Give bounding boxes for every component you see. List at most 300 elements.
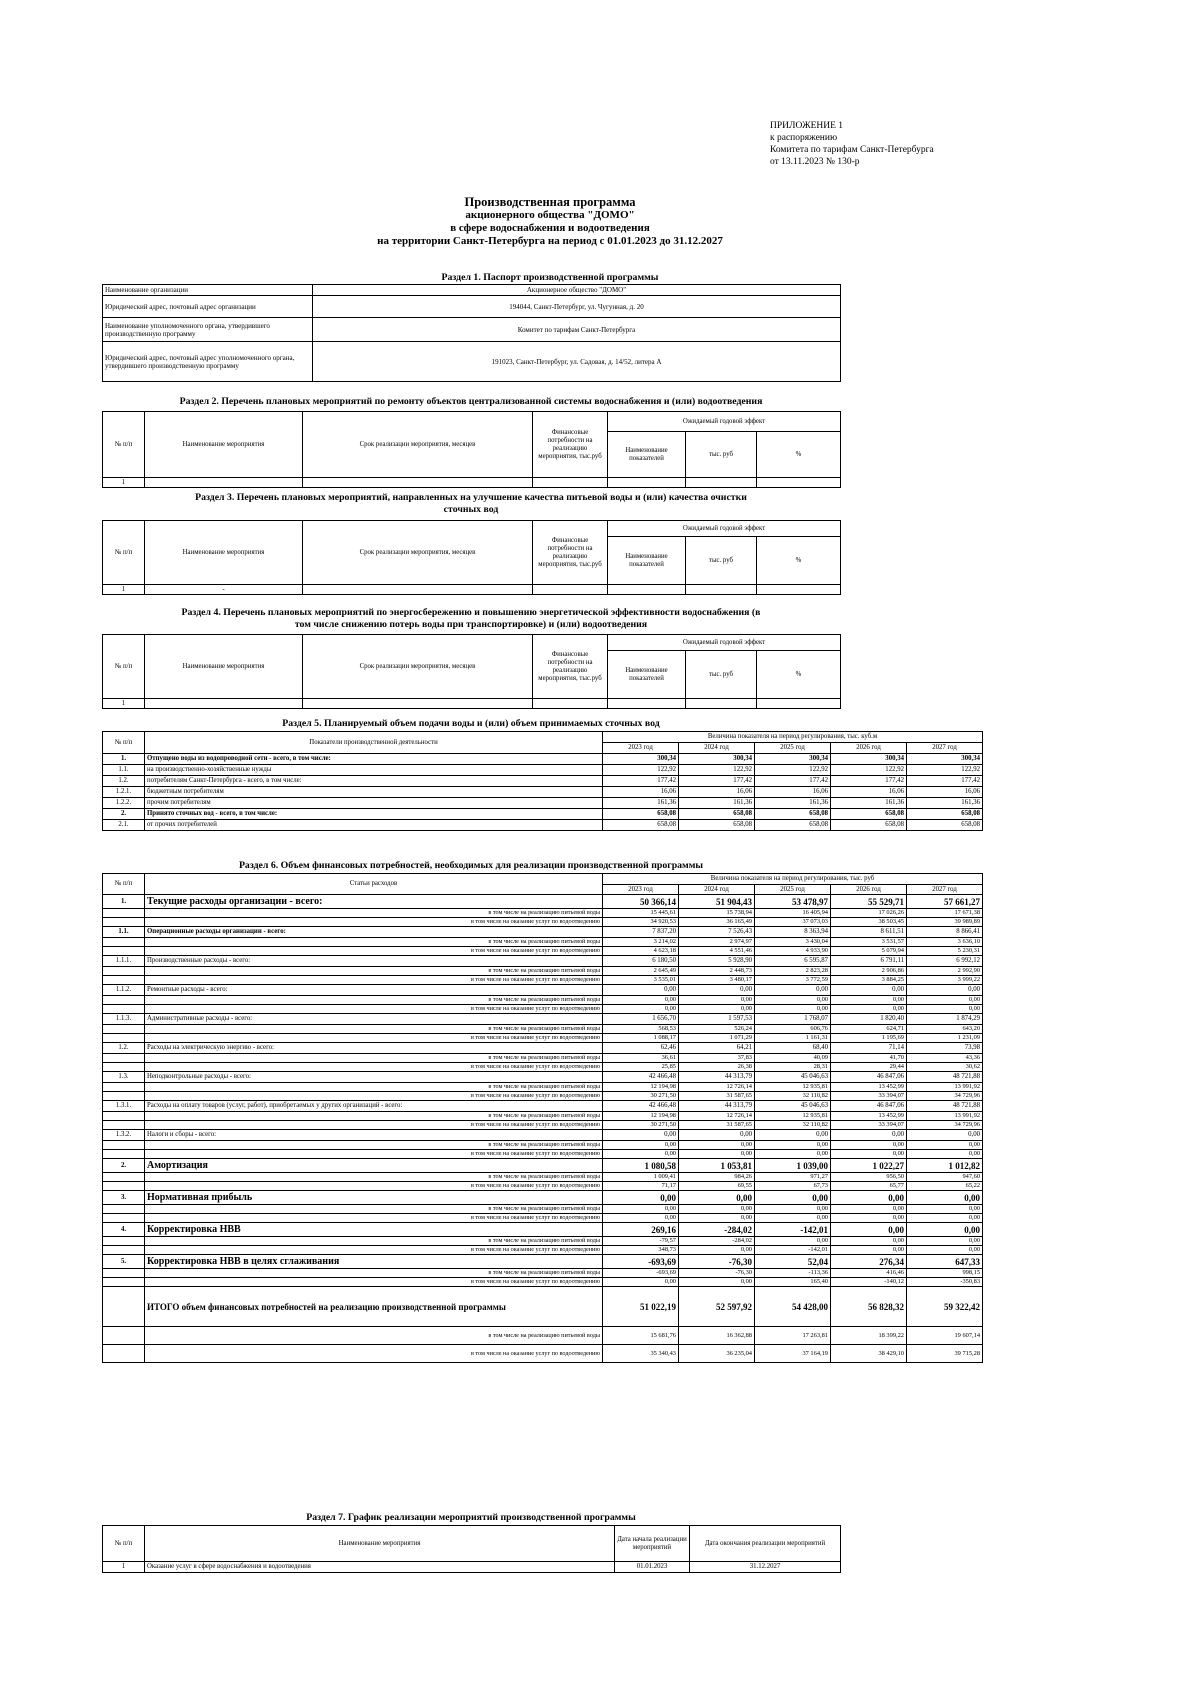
sub-value: 18 399,22: [831, 1327, 907, 1345]
row-num-empty: [103, 1182, 145, 1191]
sub-value: 0,00: [679, 1205, 755, 1214]
sub-value: 34 920,53: [603, 918, 679, 927]
sub-value: 0,00: [679, 1141, 755, 1150]
sub-label: в том числе на оказание услуг по водоотведению: [145, 1182, 603, 1191]
row-num-empty: [103, 1141, 145, 1150]
row-total: 1 656,70: [603, 1014, 679, 1025]
row-num: 1.2.1.: [103, 787, 145, 798]
row-num: 1.: [103, 895, 145, 909]
sub-value: 34 729,96: [907, 1121, 983, 1130]
year-header: 2023 год: [603, 885, 679, 895]
schedule-table: [102, 1525, 841, 1573]
year-header: 2025 год: [755, 885, 831, 895]
row-num: 3.: [103, 1191, 145, 1205]
row-value: 658,08: [603, 820, 679, 831]
sub-value: 4 623,18: [603, 947, 679, 956]
sub-label: в том числе на реализацию питьевой воды: [145, 1327, 603, 1345]
finance-sub-row: [103, 1112, 983, 1121]
year-header: 2025 год: [755, 743, 831, 754]
sub-value: 5 230,31: [907, 947, 983, 956]
row-total: 51 904,43: [679, 895, 755, 909]
sub-value: 29,44: [831, 1063, 907, 1072]
header-indicators: Наименование показателей: [608, 651, 686, 699]
sub-value: 3 772,59: [755, 976, 831, 985]
row-num-empty: [103, 1237, 145, 1246]
sub-value: 30 271,50: [603, 1092, 679, 1101]
row-num-empty: [103, 1173, 145, 1182]
row-total: 0,00: [603, 1130, 679, 1141]
row-name: Текущие расходы организации - всего:: [145, 895, 603, 909]
sub-value: -76,30: [679, 1269, 755, 1278]
finance-sub-row: [103, 1092, 983, 1101]
sub-label: в том числе на реализацию питьевой воды: [145, 1141, 603, 1150]
row-total: 71,14: [831, 1043, 907, 1054]
row-total: 276,34: [831, 1255, 907, 1269]
sub-value: 12 935,81: [755, 1083, 831, 1092]
row-total: 7 526,43: [679, 927, 755, 938]
row-num: 1.: [103, 754, 145, 765]
row-name: ИТОГО объем финансовых потребностей на реализацию производственной программы: [145, 1287, 603, 1327]
row-total: 5 928,90: [679, 956, 755, 967]
row-num-empty: [103, 976, 145, 985]
sub-value: 32 110,82: [755, 1092, 831, 1101]
sub-value: 15 738,94: [679, 909, 755, 918]
sub-value: 0,00: [603, 1141, 679, 1150]
sub-value: 16 362,88: [679, 1327, 755, 1345]
title-line: Производственная программа: [464, 195, 636, 209]
row-num-empty: [103, 909, 145, 918]
header-name: Наименование мероприятия: [145, 635, 303, 699]
year-header: 2027 год: [907, 743, 983, 754]
energy-measures-table: [102, 634, 841, 709]
row-name: Налоги и сборы - всего:: [145, 1130, 603, 1141]
sub-value: 0,00: [831, 1141, 907, 1150]
row-value: 177,42: [679, 776, 755, 787]
header-pct: %: [757, 651, 841, 699]
row-num: 1.1.2.: [103, 985, 145, 996]
sub-value: 4 933,90: [755, 947, 831, 956]
row-total: 0,00: [755, 985, 831, 996]
sub-value: 3 535,01: [603, 976, 679, 985]
row-num-empty: [103, 1327, 145, 1345]
appendix-line: Комитета по тарифам Санкт-Петербурга: [770, 145, 934, 155]
row-total: 1 597,53: [679, 1014, 755, 1025]
sub-value: 1 088,17: [603, 1034, 679, 1043]
finance-row: [103, 1130, 983, 1141]
row-total: 0,00: [679, 1130, 755, 1141]
sub-value: 12 935,81: [755, 1112, 831, 1121]
row-num: 1.1.: [103, 765, 145, 776]
row-name: Производственные расходы - всего:: [145, 956, 603, 967]
row-value: 161,36: [755, 798, 831, 809]
section3-title-line2: сточных вод: [443, 504, 499, 515]
sub-value: 30 271,50: [603, 1121, 679, 1130]
sub-value: 0,00: [679, 1214, 755, 1223]
section1-title: Раздел 1. Паспорт производственной программы: [441, 272, 659, 283]
sub-value: 38 503,45: [831, 918, 907, 927]
row-num: 2.: [103, 1159, 145, 1173]
finance-row: [103, 1101, 983, 1112]
title-line: акционерного общества "ДОМО": [465, 209, 635, 221]
sub-value: 69,55: [679, 1182, 755, 1191]
sub-value: 0,00: [755, 1141, 831, 1150]
row-name: Отпущено воды из водопроводной сети - всего, в том числе:: [145, 754, 603, 765]
row-value: 658,08: [755, 820, 831, 831]
sub-value: 606,76: [755, 1025, 831, 1034]
row-total: 46 847,06: [831, 1101, 907, 1112]
sub-label: в том числе на оказание услуг по водоотведению: [145, 1121, 603, 1130]
row-name: Оказание услуг в сфере водоснабжения и водоотведения: [145, 1562, 615, 1573]
sub-value: -693,69: [603, 1269, 679, 1278]
passport-value: 194044, Санкт-Петербург, ул. Чугунная, д. 20: [313, 296, 841, 318]
finance-sub-row: [103, 938, 983, 947]
finance-sub-row: [103, 967, 983, 976]
row-total: 54 428,00: [755, 1287, 831, 1327]
sub-value: 624,71: [831, 1025, 907, 1034]
sub-value: 13 452,99: [831, 1083, 907, 1092]
sub-value: 2 906,86: [831, 967, 907, 976]
finance-row: [103, 985, 983, 996]
finance-sub-row: [103, 918, 983, 927]
header-indicators: Наименование показателей: [608, 537, 686, 585]
sub-value: -284,02: [679, 1237, 755, 1246]
sub-value: 0,00: [907, 1214, 983, 1223]
appendix-block: [770, 120, 1170, 168]
sub-label: в том числе на реализацию питьевой воды: [145, 1237, 603, 1246]
sub-value: 25,85: [603, 1063, 679, 1072]
sub-value: 3 480,17: [679, 976, 755, 985]
row-total: 0,00: [831, 985, 907, 996]
finance-table: [102, 873, 983, 1363]
row-value: 658,08: [831, 809, 907, 820]
sub-value: 526,24: [679, 1025, 755, 1034]
finance-sub-row: [103, 1205, 983, 1214]
row-total: 0,00: [907, 1191, 983, 1205]
header-finance: Финансовые потребности на реализацию мероприятия, тыс.руб: [533, 412, 608, 478]
table-row: [103, 820, 983, 831]
finance-sub-row: [103, 1121, 983, 1130]
row-num-empty: [103, 1112, 145, 1121]
appendix-line: к распоряжению: [770, 133, 838, 143]
row-value: 16,06: [907, 787, 983, 798]
sub-value: 0,00: [907, 1141, 983, 1150]
sub-value: 3 636,10: [907, 938, 983, 947]
row-total: 51 022,19: [603, 1287, 679, 1327]
section7-title: Раздел 7. График реализации мероприятий производственной программы: [306, 1512, 636, 1523]
row-total: 1 820,40: [831, 1014, 907, 1025]
year-header: 2023 год: [603, 743, 679, 754]
sub-value: 2 992,90: [907, 967, 983, 976]
row-value: 122,92: [831, 765, 907, 776]
header-effect: Ожидаемый годовой эффект: [608, 521, 841, 537]
row-value: 177,42: [907, 776, 983, 787]
row-name: Неподконтрольные расходы - всего:: [145, 1072, 603, 1083]
sub-label: в том числе на реализацию питьевой воды: [145, 1269, 603, 1278]
year-header: 2026 год: [831, 885, 907, 895]
row-value: 177,42: [603, 776, 679, 787]
sub-value: 34 729,96: [907, 1092, 983, 1101]
sub-value: -140,12: [831, 1278, 907, 1287]
sub-value: 2 974,97: [679, 938, 755, 947]
sub-value: 0,00: [907, 1205, 983, 1214]
sub-value: 71,17: [603, 1182, 679, 1191]
sub-value: 40,09: [755, 1054, 831, 1063]
header-thous: тыс. руб: [686, 432, 757, 478]
header-num: № п/п: [103, 1526, 145, 1562]
row-value: 300,34: [907, 754, 983, 765]
sub-value: 31 587,65: [679, 1121, 755, 1130]
row-num-empty: [103, 1025, 145, 1034]
finance-sub-row: [103, 1025, 983, 1034]
passport-label: Наименование организации: [103, 285, 313, 296]
header-effect: Ожидаемый годовой эффект: [608, 635, 841, 651]
row-value: 16,06: [679, 787, 755, 798]
row-total: 1 022,27: [831, 1159, 907, 1173]
finance-sub-row: [103, 1173, 983, 1182]
header-name: Наименование мероприятия: [145, 412, 303, 478]
table-row: [103, 787, 983, 798]
sub-value: 3 999,22: [907, 976, 983, 985]
row-value: 658,08: [603, 809, 679, 820]
row-value: 177,42: [831, 776, 907, 787]
sub-value: 0,00: [831, 1237, 907, 1246]
row-total: 0,00: [679, 1191, 755, 1205]
row-value: 122,92: [679, 765, 755, 776]
sub-value: 2 823,28: [755, 967, 831, 976]
finance-row: [103, 1043, 983, 1054]
passport-label: Наименование уполномоченного органа, утвердившего производственную программу: [103, 318, 313, 342]
row-num-empty: [103, 938, 145, 947]
row-total: 1 874,29: [907, 1014, 983, 1025]
row-total: 64,21: [679, 1043, 755, 1054]
sub-value: 2 448,73: [679, 967, 755, 976]
finance-sub-row: [103, 1269, 983, 1278]
sub-value: 1 009,41: [603, 1173, 679, 1182]
row-name: Принято сточных вод - всего, в том числе:: [145, 809, 603, 820]
finance-row: [103, 1255, 983, 1269]
sub-label: в том числе на реализацию питьевой воды: [145, 1205, 603, 1214]
sub-value: 17 263,81: [755, 1327, 831, 1345]
row-num: 1.3.1.: [103, 1101, 145, 1112]
sub-value: 67,73: [755, 1182, 831, 1191]
row-total: 0,00: [831, 1130, 907, 1141]
row-value: 658,08: [679, 809, 755, 820]
row-end: 31.12.2027: [690, 1562, 841, 1573]
row-value: 161,36: [603, 798, 679, 809]
finance-sub-row: [103, 996, 983, 1005]
sub-value: 3 884,25: [831, 976, 907, 985]
row-total: 44 313,79: [679, 1072, 755, 1083]
section4-title-line2: том числе снижению потерь воды при транспортировке) и (или) водоотведения: [294, 619, 648, 630]
row-total: 46 847,06: [831, 1072, 907, 1083]
row-total: 8 611,51: [831, 927, 907, 938]
sub-value: -350,83: [907, 1278, 983, 1287]
row-num: 1.1.3.: [103, 1014, 145, 1025]
row-total: 0,00: [755, 1130, 831, 1141]
row-name: Ремонтные расходы - всего:: [145, 985, 603, 996]
row-num: 5.: [103, 1255, 145, 1269]
header-thous: тыс. руб: [686, 537, 757, 585]
row-name: Нормативная прибыль: [145, 1191, 603, 1205]
row-value: 300,34: [679, 754, 755, 765]
row-name: Корректировка НВВ: [145, 1223, 603, 1237]
header-finance: Финансовые потребности на реализацию мероприятия, тыс.руб: [533, 635, 608, 699]
sub-value: 0,00: [755, 1150, 831, 1159]
row-total: 0,00: [679, 985, 755, 996]
row-total: 647,33: [907, 1255, 983, 1269]
document-title: [200, 196, 900, 248]
sub-value: 26,38: [679, 1063, 755, 1072]
title-line: на территории Санкт-Петербурга на период с 01.01.2023 до 31.12.2027: [377, 235, 723, 247]
sub-value: 39 715,28: [907, 1345, 983, 1363]
section2-title: Раздел 2. Перечень плановых мероприятий по ремонту объектов централизованной системы водоснабжения и (или) водоотведения: [179, 396, 763, 407]
year-header: 2024 год: [679, 885, 755, 895]
sub-value: 0,00: [755, 996, 831, 1005]
sub-value: 0,00: [907, 1150, 983, 1159]
row-value: 658,08: [755, 809, 831, 820]
year-header: 2027 год: [907, 885, 983, 895]
row-total: 53 478,97: [755, 895, 831, 909]
title-line: в сфере водоснабжения и водоотведения: [450, 222, 650, 234]
row-name: потребителям Санкт-Петербурга - всего, в том числе:: [145, 776, 603, 787]
row-num: 1.1.1.: [103, 956, 145, 967]
row-total: 57 661,27: [907, 895, 983, 909]
section4-title: Раздел 4. Перечень плановых мероприятий по энергосбережению и повышению энергетической эффективности водоснабжения (в: [181, 607, 761, 618]
sub-value: 1 161,31: [755, 1034, 831, 1043]
row-total: 44 313,79: [679, 1101, 755, 1112]
sub-label: в том числе на оказание услуг по водоотведению: [145, 1034, 603, 1043]
finance-sub-row: [103, 1063, 983, 1072]
row-num: 1: [103, 699, 145, 709]
sub-value: 0,00: [679, 1278, 755, 1287]
row-num: 2.1.: [103, 820, 145, 831]
header-item: Статьи расходов: [145, 874, 603, 895]
sub-value: 0,00: [831, 1005, 907, 1014]
row-num: 1: [103, 585, 145, 595]
sub-value: 0,00: [679, 996, 755, 1005]
sub-value: 947,60: [907, 1173, 983, 1182]
sub-value: 5 079,94: [831, 947, 907, 956]
row-value: 161,36: [831, 798, 907, 809]
sub-value: 0,00: [907, 996, 983, 1005]
row-total: -76,30: [679, 1255, 755, 1269]
header-term: Срок реализации мероприятия, месяцев: [303, 635, 533, 699]
sub-label: в том числе на оказание услуг по водоотведению: [145, 918, 603, 927]
row-value: 122,92: [755, 765, 831, 776]
sub-value: 165,40: [755, 1278, 831, 1287]
sub-value: 35 340,43: [603, 1345, 679, 1363]
row-num: 1.2.2.: [103, 798, 145, 809]
row-num: 1.3.2.: [103, 1130, 145, 1141]
sub-value: 0,00: [755, 1205, 831, 1214]
sub-label: в том числе на реализацию питьевой воды: [145, 1025, 603, 1034]
row-total: 68,40: [755, 1043, 831, 1054]
row-value: 658,08: [907, 820, 983, 831]
appendix-line: от 13.11.2023 № 130-р: [770, 157, 860, 167]
header-indicator: Показатели производственной деятельности: [145, 732, 603, 754]
header-num: № п/п: [103, 874, 145, 895]
row-num-empty: [103, 1063, 145, 1072]
sub-value: 984,26: [679, 1173, 755, 1182]
sub-label: в том числе на оказание услуг по водоотведению: [145, 1005, 603, 1014]
row-num: [103, 1287, 145, 1327]
sub-value: 16 405,94: [755, 909, 831, 918]
row-dash: -: [145, 585, 303, 595]
sub-value: 0,00: [907, 1237, 983, 1246]
row-total: 0,00: [831, 1223, 907, 1237]
finance-row: [103, 956, 983, 967]
finance-sub-row: [103, 1005, 983, 1014]
row-total: 52,04: [755, 1255, 831, 1269]
sub-value: 30,62: [907, 1063, 983, 1072]
row-total: 8 363,94: [755, 927, 831, 938]
sub-label: в том числе на реализацию питьевой воды: [145, 1054, 603, 1063]
sub-label: в том числе на реализацию питьевой воды: [145, 1083, 603, 1092]
row-num-empty: [103, 1278, 145, 1287]
sub-value: 32 110,82: [755, 1121, 831, 1130]
finance-sub-row: [103, 1054, 983, 1063]
row-value: 161,36: [907, 798, 983, 809]
row-num-empty: [103, 1034, 145, 1043]
sub-value: 33 394,07: [831, 1092, 907, 1101]
sub-value: -113,36: [755, 1269, 831, 1278]
sub-value: 12 726,14: [679, 1083, 755, 1092]
row-name: Корректировка НВВ в целях сглаживания: [145, 1255, 603, 1269]
sub-value: 643,20: [907, 1025, 983, 1034]
header-num: № п/п: [103, 412, 145, 478]
table-row: [103, 765, 983, 776]
sub-value: 28,31: [755, 1063, 831, 1072]
sub-value: 3 214,02: [603, 938, 679, 947]
volume-table: [102, 731, 983, 831]
header-num: № п/п: [103, 521, 145, 585]
sub-value: 0,00: [907, 1246, 983, 1255]
row-value: 658,08: [831, 820, 907, 831]
sub-value: 33 394,07: [831, 1121, 907, 1130]
row-value: 300,34: [755, 754, 831, 765]
finance-sub-row: [103, 1246, 983, 1255]
row-name: от прочих потребителей: [145, 820, 603, 831]
sub-value: 416,46: [831, 1269, 907, 1278]
header-term: Срок реализации мероприятия, месяцев: [303, 412, 533, 478]
row-value: 658,08: [907, 809, 983, 820]
sub-label: в том числе на реализацию питьевой воды: [145, 967, 603, 976]
sub-value: 3 531,57: [831, 938, 907, 947]
row-total: 0,00: [907, 1130, 983, 1141]
row-num-empty: [103, 1214, 145, 1223]
row-num: 1: [103, 1562, 145, 1573]
row-total: 48 721,88: [907, 1072, 983, 1083]
row-total: 55 529,71: [831, 895, 907, 909]
sub-value: 0,00: [603, 1150, 679, 1159]
row-total: 45 046,63: [755, 1101, 831, 1112]
sub-value: 0,00: [831, 996, 907, 1005]
sub-value: 38 429,10: [831, 1345, 907, 1363]
sub-label: в том числе на оказание услуг по водоотведению: [145, 1214, 603, 1223]
quality-measures-table: [102, 520, 841, 595]
finance-sub-row: [103, 1214, 983, 1223]
row-total: 48 721,88: [907, 1101, 983, 1112]
sub-value: 0,00: [679, 1005, 755, 1014]
finance-row: [103, 1072, 983, 1083]
finance-sub-row: [103, 1150, 983, 1159]
sub-label: в том числе на оказание услуг по водоотведению: [145, 976, 603, 985]
finance-sub-row: [103, 909, 983, 918]
row-total: -142,01: [755, 1223, 831, 1237]
sub-value: 0,00: [831, 1246, 907, 1255]
row-value: 658,08: [679, 820, 755, 831]
row-total: -693,69: [603, 1255, 679, 1269]
